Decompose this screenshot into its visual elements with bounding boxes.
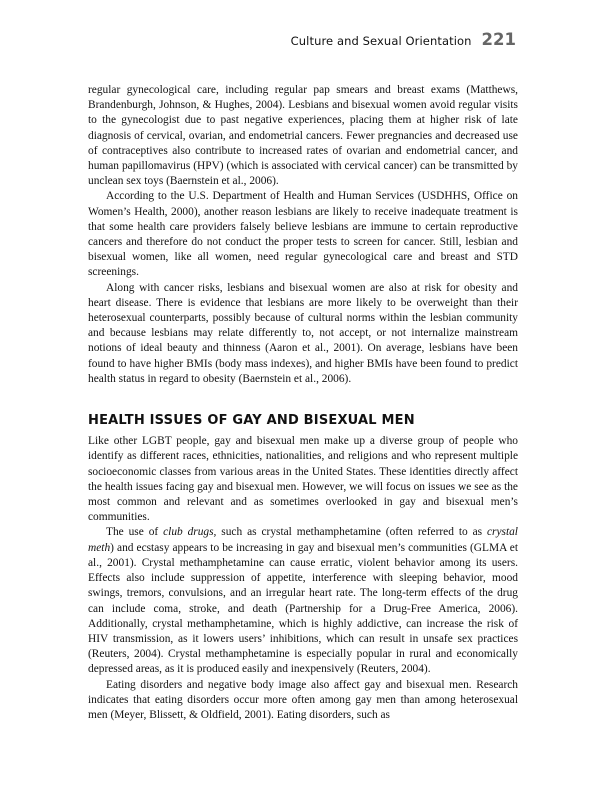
club-drugs-text-a: The use of (106, 526, 164, 539)
paragraph-eating-disorders: Eating disorders and negative body image also affect gay and bisexual men. Research indicates that eating disorders occur more often among gay men than among heterosexual men (Meyer, Blissett, & Oldfield, 2001). Eating disorders, such as (88, 678, 518, 721)
paragraph-usdhhs: According to the U.S. Department of Health and Human Services (USDHHS, Office on Women’s Health, 2000), another reason lesbians are likely to receive inadequate treatment is that some health care providers falsely believe lesbians are immune to certain reproductive cancers and therefore do not conduct the proper tests to screen for cancer. Still, lesbian and bisexual women, like all women, need regular gynecological care and breast and STD screenings. (88, 190, 518, 279)
club-drugs-term: club drugs, (163, 526, 217, 539)
section-heading: HEALTH ISSUES OF GAY AND BISEXUAL MEN (88, 413, 415, 429)
paragraph-club-drugs (88, 525, 518, 677)
paragraph-gynecological-care: regular gynecological care, including regular pap smears and breast exams (Matthews, Brandenburgh, Johnson, & Hughes, 2004). Lesbians and bisexual women avoid regular visits to the gynecologist due to past negative experiences, placing them at higher risk of late diagnosis of cervical, ovarian, and endometrial cancers. Fewer pregnancies and decreased use of contraceptives also contribute to increased rates of ovarian and endometrial cancer, and human papillomavirus (HPV) (which is associated with cervical cancer) can be transmitted by unclean sex toys (Baernstein et al., 2006). (88, 84, 518, 188)
running-head (291, 30, 516, 49)
crystal-meth-term: crystal meth (88, 526, 518, 554)
page-number: 221 (481, 30, 516, 49)
club-drugs-text-b: such as crystal methamphetamine (often referred to as (216, 526, 487, 539)
paragraph-gay-bisexual-men-intro: Like other LGBT people, gay and bisexual men make up a diverse group of people who identify as different races, ethnicities, nationalities, and religions and who represent multiple socioeconomic classes from various areas in the United States. These identities directly affect the health issues facing gay and bisexual men. However, we will focus on issues we see as the most common and relevant and as sometimes overlooked in gay and bisexual men’s communities. (88, 435, 518, 524)
paragraph-obesity-heart-disease: Along with cancer risks, lesbians and bisexual women are also at risk for obesity and heart disease. There is evidence that lesbians are more likely to be overweight than their heterosexual counterparts, possibly because of cultural norms within the lesbian community and because lesbians may relate differently to, not accept, or not internalize mainstream notions of ideal beauty and thinness (Aaron et al., 2001). On average, lesbians have been found to have higher BMIs (body mass indexes), and higher BMIs have been found to predict health status in regard to obesity (Baernstein et al., 2006). (88, 281, 518, 385)
running-title: Culture and Sexual Orientation (290, 34, 472, 48)
club-drugs-text-c: ) and ecstasy appears to be increasing in gay and bisexual men’s communities (GLMA et al., 2001). Crystal methamphetamine can cause erratic, violent behavior among its users. Effects also include suppression of appetite, interference with sleeping behavior, mood swings, tremors, convulsions, and an irregular heart rate. The long-term effects of the drug can include coma, stroke, and death (Partnership for a Drug-Free America, 2006). Additionally, crystal methamphetamine, which is highly addictive, can increase the risk of HIV transmission, as it lowers users’ inhibitions, which can result in unsafe sex practices (Reuters, 2004). Crystal methamphetamine is especially popular in rural and economically depressed areas, as it is produced easily and inexpensively (Reuters, 2004). (88, 541, 518, 676)
body-text (88, 83, 518, 723)
